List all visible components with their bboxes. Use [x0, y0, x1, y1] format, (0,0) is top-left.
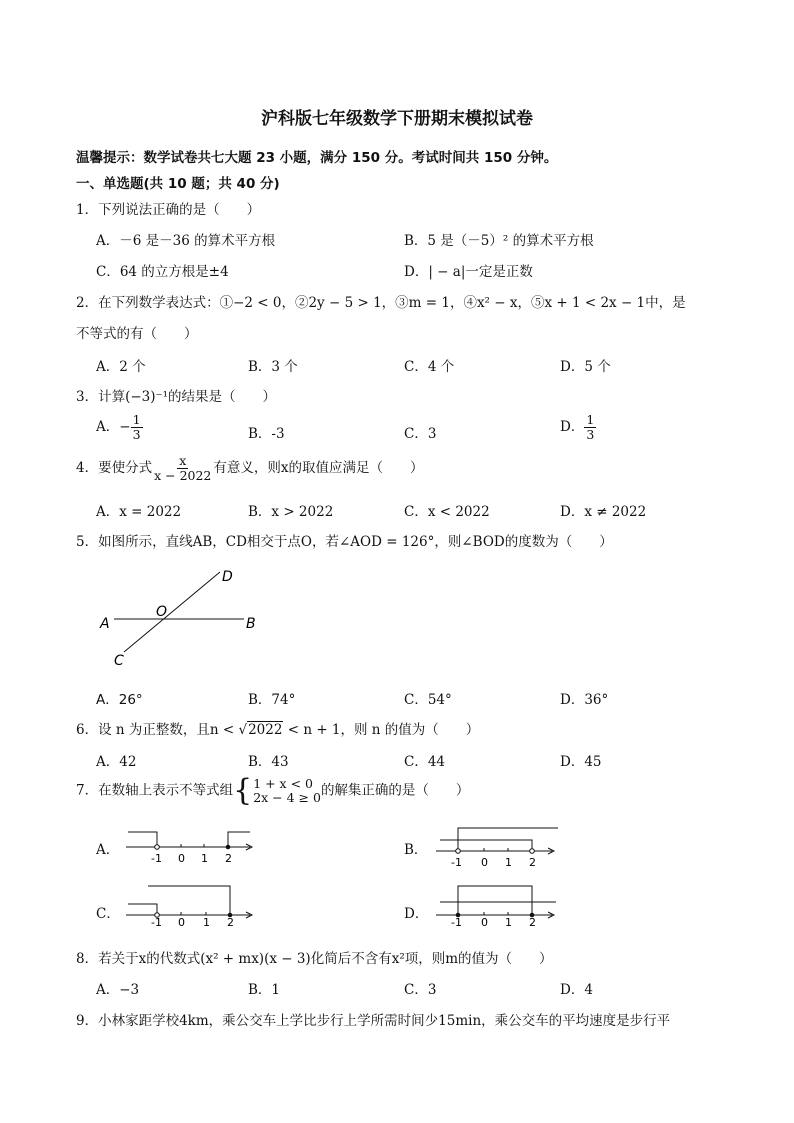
q7-option-b: B．: [404, 842, 428, 858]
fraction-denominator: 3: [586, 426, 595, 442]
q6-option-a: A．42: [96, 754, 137, 770]
tick-label: -1: [151, 852, 162, 865]
question-8-stem: 8．若关于x的代数式(x² + mx)(x − 3)化简后不含有x²项，则m的值为（ ）: [76, 951, 553, 967]
q7-stem-suffix: 的解集正确的是（ ）: [320, 782, 470, 799]
q4-fraction: [152, 454, 213, 483]
tick-label: 1: [505, 856, 512, 869]
label-d: D: [222, 569, 233, 585]
sqrt-sign: √: [238, 722, 248, 738]
q3-option-d-fraction: [584, 413, 596, 442]
number-line-b: [432, 822, 562, 870]
q4-option-a: A．x = 2022: [96, 504, 182, 520]
q1-option-b: B．5 是（－5）² 的算术平方根: [404, 233, 594, 249]
q5-option-b: B．74°: [248, 692, 296, 708]
q3-option-d: [560, 413, 596, 442]
notice: 温馨提示：数学试卷共七大题 23 小题，满分 150 分。考试时间共 150 分钟。: [76, 150, 558, 166]
q2-option-d: D．5 个: [560, 359, 611, 375]
q3-option-b: B．-3: [248, 426, 285, 442]
tick-label: 2: [225, 852, 232, 865]
fraction-denominator: 3: [132, 426, 141, 442]
sqrt-radicand: 2022: [248, 722, 283, 738]
question-6-stem: [76, 718, 479, 738]
q3-option-a-fraction: [131, 413, 143, 442]
q6-option-b: B．43: [248, 754, 289, 770]
fraction-numerator: 1: [132, 412, 141, 427]
tick-label: 1: [203, 916, 210, 926]
number-line-d: [432, 882, 562, 926]
question-4-stem: [76, 454, 424, 483]
label-a: A: [100, 616, 110, 632]
tick-label: -1: [451, 856, 462, 869]
q4-stem-suffix: 有意义，则x的取值应满足（ ）: [213, 459, 424, 476]
q5-option-d: D．36°: [560, 692, 609, 708]
q4-stem-prefix: 4．要使分式: [76, 459, 153, 476]
q7-option-c: C．: [96, 906, 120, 922]
q7-option-d: D．: [404, 906, 429, 922]
q2-option-c: C．4 个: [404, 359, 455, 375]
question-2-stem-line2: 不等式的有（ ）: [76, 326, 198, 342]
q1-option-d: D．| − a|一定是正数: [404, 264, 533, 280]
tick-label: 0: [481, 916, 488, 926]
q4-option-d: D．x ≠ 2022: [560, 504, 647, 520]
tick-label: 0: [178, 916, 185, 926]
q6-option-d: D．45: [560, 754, 602, 770]
question-2-stem: 2．在下列数学表达式：①−2 < 0，②2y − 5 > 1，③m = 1，④x² − x，⑤x + 1 < 2x − 1中，是: [76, 295, 686, 311]
q3-option-d-prefix: D．: [560, 418, 585, 435]
q8-option-d: D．4: [560, 982, 593, 998]
inequality-rows: [253, 777, 321, 806]
tick-label: 0: [178, 852, 185, 865]
q3-option-c: C．3: [404, 426, 437, 442]
q5-option-a: A．26°: [96, 692, 143, 708]
number-line-c: [120, 882, 260, 926]
tick-label: 1: [505, 916, 512, 926]
q2-option-a: A．2 个: [96, 359, 146, 375]
q8-option-c: C．3: [404, 982, 437, 998]
tick-label: -1: [151, 916, 162, 926]
q5-option-c: C．54°: [404, 692, 452, 708]
q8-option-b: B．1: [248, 982, 281, 998]
fraction-denominator: x − 2022: [154, 467, 212, 483]
tick-label: 1: [201, 852, 208, 865]
q6-stem-suffix: < n + 1，则 n 的值为（ ）: [283, 722, 480, 738]
question-7-stem: [76, 773, 470, 808]
q3-option-a: [96, 413, 143, 442]
q6-stem-prefix: 6．设 n 为正整数，且n <: [76, 722, 239, 738]
inequality-row-1: 1 + x < 0: [253, 775, 313, 791]
intersecting-lines-figure: [96, 562, 276, 674]
fraction-numerator: 1: [586, 412, 595, 427]
question-1-stem: 1．下列说法正确的是（ ）: [76, 202, 261, 218]
q7-option-a: A．: [96, 842, 120, 858]
tick-label: 2: [529, 916, 536, 926]
q7-stem-prefix: 7．在数轴上表示不等式组: [76, 782, 234, 799]
label-c: C: [114, 653, 124, 669]
question-9-stem: 9．小林家距学校4km，乘公交车上学比步行上学所需时间少15min，乘公交车的平均速度是步行平: [76, 1013, 671, 1029]
q1-option-a: A．－6 是－36 的算术平方根: [96, 233, 276, 249]
q4-option-c: C．x < 2022: [404, 504, 490, 520]
inequality-row-2: 2x − 4 ≥ 0: [253, 790, 321, 805]
q6-option-c: C．44: [404, 754, 446, 770]
exam-title: 沪科版七年级数学下册期末模拟试卷: [261, 109, 533, 129]
line-cd: [124, 572, 220, 652]
number-line-a: [120, 826, 260, 866]
brace-icon: {: [233, 773, 253, 808]
q3-option-a-prefix: A．−: [96, 418, 131, 435]
inequality-system: [233, 773, 321, 808]
q8-option-a: A．−3: [96, 982, 140, 998]
label-o: O: [156, 604, 168, 620]
tick-label: 2: [227, 916, 234, 926]
question-5-stem: 5．如图所示，直线AB，CD相交于点O，若∠AOD = 126°，则∠BOD的度数为（ ）: [76, 534, 613, 550]
section-heading: 一、单选题(共 10 题；共 40 分): [76, 176, 280, 192]
question-3-stem: 3．计算(−3)⁻¹的结果是（ ）: [76, 389, 277, 405]
q1-option-c: C．64 的立方根是±4: [96, 264, 229, 280]
q2-option-b: B．3 个: [248, 359, 298, 375]
fraction-numerator: x: [179, 453, 187, 468]
label-b: B: [246, 616, 256, 632]
q4-option-b: B．x > 2022: [248, 504, 334, 520]
tick-label: 0: [481, 856, 488, 869]
tick-label: -1: [451, 916, 462, 926]
tick-label: 2: [529, 856, 536, 869]
